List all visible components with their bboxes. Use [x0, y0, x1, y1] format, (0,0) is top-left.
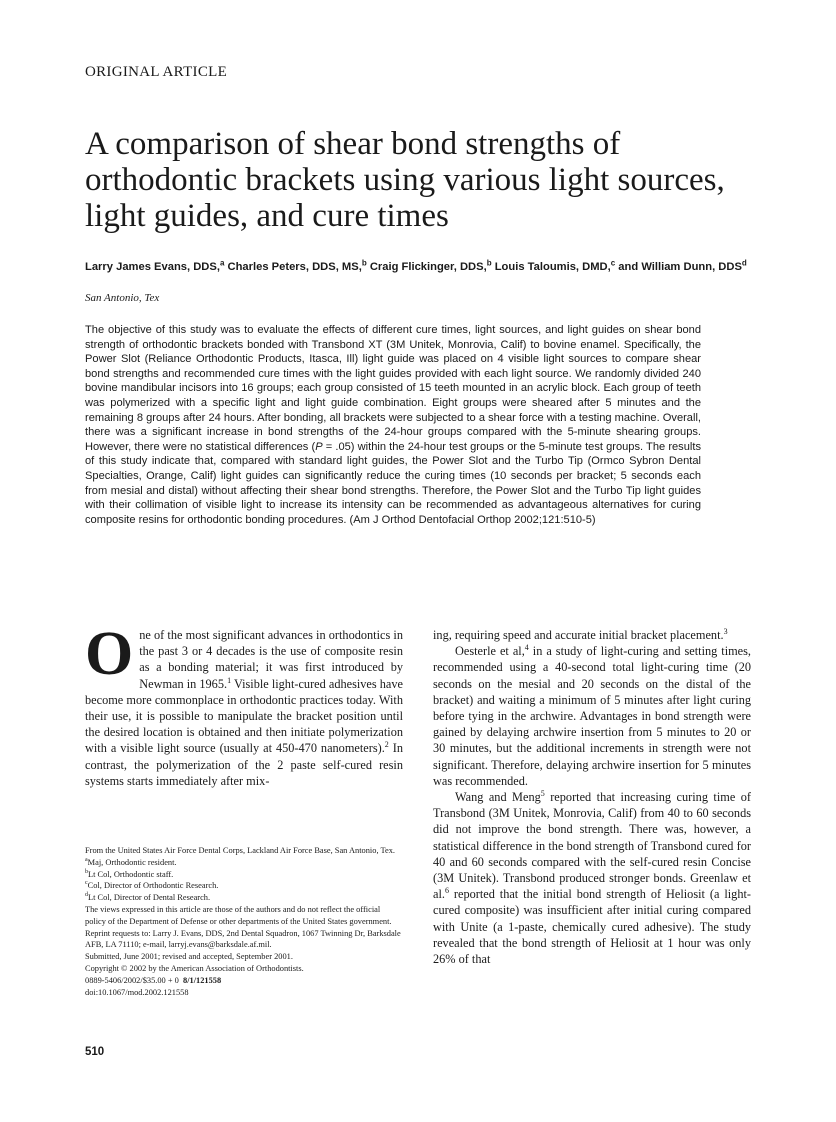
author-location: San Antonio, Tex [85, 292, 160, 304]
section-label: ORIGINAL ARTICLE [85, 64, 228, 80]
reference-mark: 2 [384, 740, 389, 750]
reference-mark: 1 [227, 675, 232, 685]
footnote-author: $^c$Col, Director of Orthodontic Research. [85, 880, 219, 891]
footnote-affiliation: From the United States Air Force Dental Corps, Lackland Air Force Base, San Antonio, Tex. [85, 846, 396, 855]
body-paragraph [433, 643, 751, 789]
paragraph-text: reported that increasing curing time of Transbond (3M Unitek, Monrovia, Calif) from 40 to 60 seconds did not improve the bond strength. There was, however, a statistical difference in the bond strength of Transbond cured for 40 and 60 seconds compared with the self-cured resin Concise (3M Unitek). Transbond produced stronger bonds. Greenlaw et al. [433, 790, 751, 902]
abstract-text: = .05) within the 24-hour test groups or the 5-minute test groups. The results of this study indicate that, compared with standard light guides, the Power Slot and the Turbo Tip (Ormco Sybron Dental Specialties, Orange, Calif) light guides can significantly reduce the curing times (10 seconds per bracket; 5 seconds each from mesial and distal) without affecting their shear bond strengths. Therefore, the Power Slot and the Turbo Tip light guides with their collimation of visible light to increase its intensity can be recommended as advantageous alternatives for curing composite resins for orthodontic bonding procedures. (Am J Orthod Dentofacial Orthop 2002;121:510-5) [85, 440, 701, 526]
footnotes [85, 845, 403, 998]
paragraph-text: ing, requiring speed and accurate initial bracket placement. [433, 628, 724, 642]
p-value-symbol: P [315, 440, 323, 453]
article-title: A comparison of shear bond strengths of orthodontic brackets using various light sources, light guides, and cure times [85, 126, 725, 234]
body-column-left [85, 620, 403, 789]
drop-cap: O [85, 620, 134, 688]
paragraph-text: in a study of light-curing and setting times, recommended using a 40-second total light-curing time (20 seconds on the mesial and 20 seconds on the distal of the bracket) and waiting a minimum of 5 minutes after light curing before tying in the archwire. Advantages in bond strength were gained by delaying archwire insertion from 5 minutes to 20 or 30 minutes, but the additional increments in strength were not significant. Therefore, delaying archwire insertion for 5 minutes was recommended. [433, 644, 751, 788]
author-name: Larry James Evans, DDS, [85, 261, 220, 273]
reference-mark: 4 [524, 643, 529, 653]
reference-mark: 5 [540, 788, 545, 798]
footnote-issn: 0889-5406/2002/$35.00 + 0 8/1/121558 [85, 975, 222, 985]
author-separator: and [615, 261, 639, 273]
body-paragraph [433, 789, 751, 967]
affiliation-mark: a [219, 258, 225, 268]
paragraph-text: Wang and Meng [455, 790, 541, 805]
author-list [85, 259, 755, 275]
author-name: Craig Flickinger, DDS, [369, 261, 487, 273]
affiliation-mark: d [741, 258, 747, 268]
author-name: Charles Peters, DDS, MS, [227, 261, 362, 273]
reference-mark: 3 [723, 626, 728, 636]
affiliation-mark: c [610, 258, 616, 268]
footnote-author: $^d$Lt Col, Director of Dental Research. [85, 892, 211, 903]
abstract [85, 323, 701, 527]
footnote-copyright: Copyright © 2002 by the American Association of Orthodontists. [85, 963, 304, 973]
author-name: Louis Taloumis, DMD, [494, 261, 611, 273]
footnote-doi: doi:10.1067/mod.2002.121558 [85, 987, 189, 997]
author-name: William Dunn, DDS [641, 261, 742, 273]
paragraph-text: Visible light-cured adhesives have become more commonplace in orthodontic practices today. With their use, it is possible to manipulate the bracket position until the desired location is obtained and then initiate polymerization with a visible light source (usually at 450-470 nanometers). [85, 676, 403, 756]
footnote-reprint: Reprint requests to: Larry J. Evans, DDS, 2nd Dental Squadron, 1067 Twinning Dr, Barksdale AFB, LA 71110; e-mail, larryj.evans@barksdale.af.mil. [85, 928, 401, 950]
abstract-text: The objective of this study was to evaluate the effects of different cure times, light sources, and light guides on shear bond strength of orthodontic brackets bonded with Transbond XT (3M Unitek, Monrovia, Calif) to bovine enamel. Specifically, the Power Slot (Reliance Orthodontic Products, Itasca, Ill) light guide was placed on 4 visible light sources to compare shear bond strengths and recommended cure times with the light guides provided with each light source. We randomly divided 240 bovine mandibular incisors into 16 groups; each group consisted of 15 teeth mounted in an acrylic block. Each group of teeth was polymerized with a specific light and light guide combination. Eight groups were sheared after 5 minutes and the remaining 8 groups after 24 hours. After bonding, all brackets were subjected to a shear force with a testing machine. Overall, there was a significant increase in bond strengths of the 24-hour groups compared with the 5-minute shearing groups. However, there were no statistical differences ( [85, 324, 701, 453]
paragraph-text: reported that the initial bond strength of Heliosit (a light-cured composite) was insufficient after initial curing compared with Unite (a 1-paste, chemically cured adhesive). The study revealed that the bond strength of Heliosit at 1 hour was only 26% of that [433, 887, 751, 967]
affiliation-mark: b [486, 258, 492, 268]
body-paragraph [433, 627, 751, 643]
reference-mark: 6 [444, 886, 449, 896]
footnote-author: $^b$Lt Col, Orthodontic staff. [85, 868, 174, 879]
paragraph-text: In contrast, the polymerization of the 2 paste self-cured resin systems starts immediately after mix- [85, 741, 403, 788]
paragraph-text: ne of the most significant advances in orthodontics in the past 3 or 4 decades is the use of composite resin as a bonding material; it was first introduced by Newman in 1965. [139, 628, 403, 691]
body-paragraph [85, 620, 403, 789]
page-number: 510 [85, 1046, 105, 1058]
footnote-author: $^a$Maj, Orthodontic resident. [85, 857, 177, 867]
paragraph-text: Oesterle et al, [455, 644, 525, 659]
affiliation-mark: b [361, 258, 367, 268]
footnote-submitted: Submitted, June 2001; revised and accepted, September 2001. [85, 952, 293, 962]
body-column-right [433, 627, 751, 967]
footnote-disclaimer: The views expressed in this article are those of the authors and do not reflect the official policy of the Department of Defense or other departments of the United States government. [85, 904, 392, 926]
